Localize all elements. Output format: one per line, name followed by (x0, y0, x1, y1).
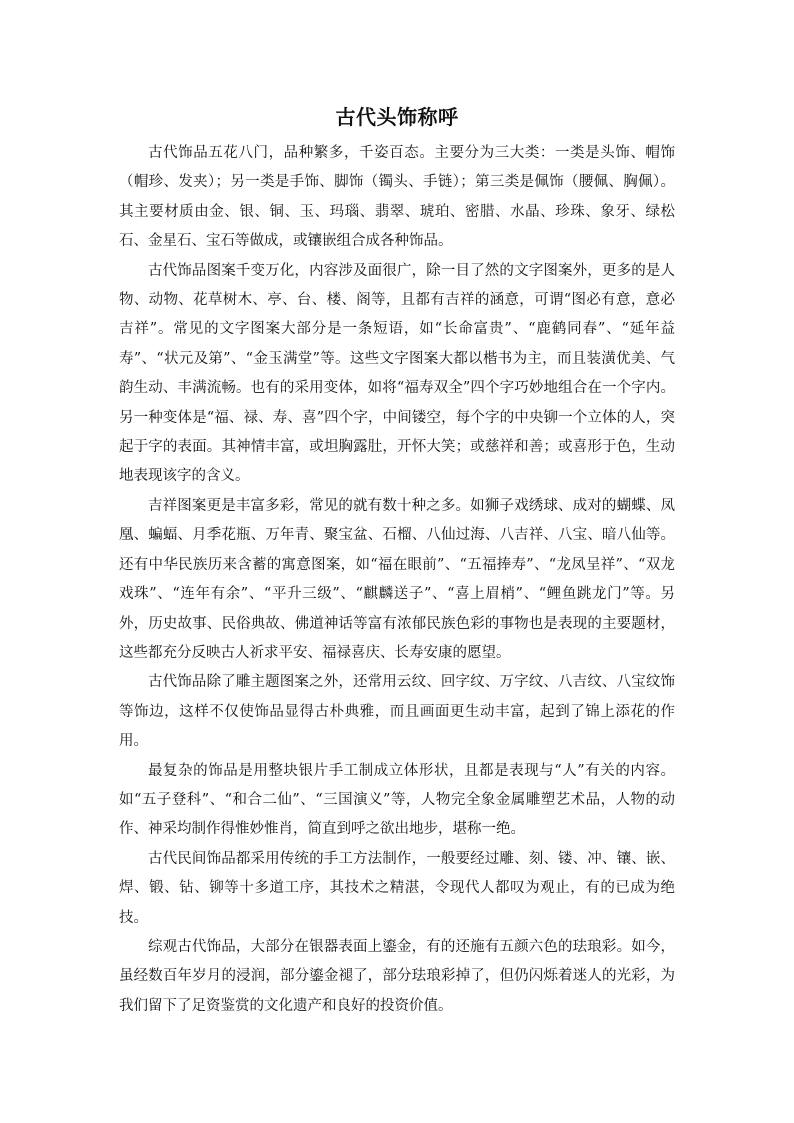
document-title: 古代头饰称呼 (335, 105, 459, 129)
paragraph-5: 最复杂的饰品是用整块银片手工制成立体形状，且都是表现与“人”有关的内容。如“五子登科”、“和合二仙”、“三国演义”等，人物完全象金属雕塑艺术品，人物的动作、神采均制作得惟妙惟肖，简直到呼之欲出地步，堪称一绝。 (119, 762, 675, 838)
paragraph-2: 古代饰品图案千变万化，内容涉及面很广，除一目了然的文字图案外，更多的是人物、动物、花草树木、亭、台、楼、阁等，且都有吉祥的涵意，可谓“图必有意，意必吉祥”。常见的文字图案大部分是一条短语，如“长命富贵”、“鹿鹤同春”、“延年益寿”、“状元及第”、“金玉满堂”等。这些文字图案大都以楷书为主，而且装潢优美、气韵生动、丰满流畅。也有的采用变体，如将“福寿双全”四个字巧妙地组合在一个字内。另一种变体是“福、禄、寿、喜”四个字，中间镂空，每个字的中央铆一个立体的人，突起于字的表面。其神情丰富，或坦胸露肚，开怀大笑；或慈祥和善；或喜形于色，生动地表现该字的含义。 (119, 262, 675, 485)
paragraph-4: 古代饰品除了雕主题图案之外，还常用云纹、回字纹、万字纹、八吉纹、八宝纹饰等饰边，这样不仅使饰品显得古朴典雅，而且画面更生动丰富，起到了锦上添花的作用。 (119, 674, 675, 750)
paragraph-7: 综观古代饰品，大部分在银器表面上鎏金，有的还施有五颜六色的珐琅彩。如今，虽经数百年岁月的浸润，部分鎏金褪了，部分珐琅彩掉了，但仍闪烁着迷人的光彩，为我们留下了足资鉴赏的文化遗产和良好的投资价值。 (119, 938, 675, 1014)
document-body (119, 139, 675, 1021)
paragraph-6: 古代民间饰品都采用传统的手工方法制作，一般要经过雕、刻、镂、冲、镶、嵌、焊、锻、钻、铆等十多道工序，其技术之精湛，令现代人都叹为观止，有的已成为绝技。 (119, 850, 675, 926)
paragraph-3: 吉祥图案更是丰富多彩，常见的就有数十种之多。如狮子戏绣球、成对的蝴蝶、凤凰、蝙蝠、月季花瓶、万年青、聚宝盆、石榴、八仙过海、八吉祥、八宝、暗八仙等。还有中华民族历来含蓄的寓意图案，如“福在眼前”、“五福捧寿”、“龙凤呈祥”、“双龙戏珠”、“连年有余”、“平升三级”、“麒麟送子”、“喜上眉梢”、“鲤鱼跳龙门”等。另外，历史故事、民俗典故、佛道神话等富有浓郁民族色彩的事物也是表现的主要题材，这些都充分反映古人祈求平安、福禄喜庆、长寿安康的愿望。 (119, 497, 675, 661)
paragraph-1: 古代饰品五花八门，品种繁多，千姿百态。主要分为三大类：一类是头饰、帽饰（帽珍、发夹）；另一类是手饰、脚饰（镯头、手链）；第三类是佩饰（腰佩、胸佩）。其主要材质由金、银、铜、玉、玛瑙、翡翠、琥珀、密腊、水晶、珍珠、象牙、绿松石、金星石、宝石等做成，或镶嵌组合成各种饰品。 (119, 145, 675, 250)
